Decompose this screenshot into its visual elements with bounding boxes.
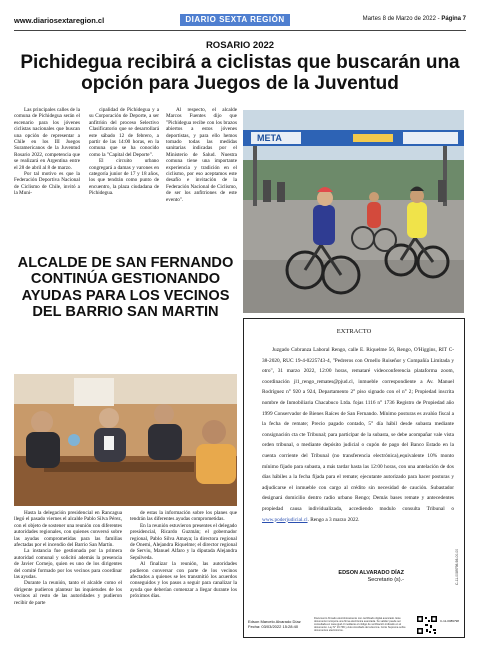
article2-column-2 [130,510,237,600]
legal-notice-box [243,318,465,638]
article1-kicker: ROSARIO 2022 [205,40,275,51]
paragraph: Al respecto, el alcalde Marcos Fuentes dijo que "Pichidegua recibe con los brazos abiertos a estos jóvenes deportistas, y para ello hemos tomado todas las medidas sanitarias indicadas por el Ministerio de Salud. Nuestra comuna tiene una importante experiencia y tradición en el ciclismo, por eso aceptamos este desafío e invitación de la Federación Nacional de Ciclismo, de ser los anfitriones de este evento". [166,107,237,203]
paragraph: Hasta la delegación presidencial en Rancagua llegó el pasado viernes el alcalde Pablo Silva Pérez, con el objeto de sostener una reunión con diferentes autoridades regionales, con quienes conversó sobre las ayudas comprometidas para las familias afectadas por el incendio del Barrio San Martín. [14,510,122,549]
verification-code: C-11-0089798 [440,619,459,623]
site-url[interactable]: www.diariosextaregion.cl [14,16,105,25]
svg-text:META: META [257,133,282,143]
paragraph: La instancia fue gestionada por la primera autoridad comunal y solicitó además la presencia de Javier Cornejo, quien es uno de los dirigentes del comité formado por los vecinos para coordinar las ayudas. [14,548,122,581]
header-rule [14,30,466,31]
legal-notice-text-2: . Rengo a 3 marzo 2022. [307,516,360,523]
signer-name-text: EDSON ALVARADO DÍAZ [338,570,404,576]
issue-date: Martes 8 de Marzo de 2022 - [362,16,442,22]
signer-role: Secretario (s).- [367,577,404,583]
signature-block [244,570,404,584]
page-number: Página 7 [441,16,466,22]
digital-signature-legend: Documento firmado electrónicamente con certificado digital avanzado. Este documento incorpora una firma electrónica avanzada. Su validez puede ser consultada en www.pjud.cl mediante el código de verificación indicado en el documento. Ley N° 19.799 y Auto Acordado de la Excma. Corte Suprema sobre documentos electrónicos. [314,617,406,633]
legal-notice-title: EXTRACTO [336,328,372,335]
signer-name [244,570,404,577]
meeting-photo [14,374,237,506]
article2-column-1 [14,510,122,606]
masthead: DIARIO SEXTA REGIÓN [180,14,290,26]
paragraph: cipalidad de Pichidegua y a su Corporación de Deporte, a ser anfitrión del proceso Selectivo Clasificatorio que se desarrollará este sábado 12 de febrero, a partir de las 14:00 horas, en la comuna que se ha conocido como la "Capital del Deporte". [89,107,159,158]
date-and-page [363,16,466,22]
cyclists-photo [243,110,464,313]
paragraph: En la reunión estuvieron presentes el delegado presidencial, Ricardo Guzmán; el gobernador regional, Pablo Silva Amaya; la directora regional de Onemi, Alejandra Riquelme; el director regional de Serviu, Manuel Alfaro y la diputada Alejandra Sepúlveda. [130,522,237,561]
legal-notice-body [262,345,454,525]
digital-sign-date: Fecha: 03/03/2022 15:28:40 [248,624,299,629]
digital-signature-info [248,619,308,629]
article2-headline: ALCALDE DE SAN FERNANDO CONTINÚA GESTIONANDO AYUDAS PARA LOS VECINOS DEL BARRIO SAN MARTIN [17,255,234,320]
paragraph: Durante la reunión, tanto el alcalde como el dirigente pudieron plantear las inquietudes de los vecinos al resto de las autoridades y pudieron recibir de parte [14,580,122,606]
paragraph: de estas la información sobre los planes que tendrán las diferentes ayudas comprometidas. [130,510,237,523]
paragraph: Por tal motivo es que la Federación Deportiva Nacional de Ciclismo de Chile, invitó a la Muni- [14,171,80,197]
verification-code-vertical: C-11-0089798-98-00-00 [455,548,459,585]
paragraph: Las principales calles de la comuna de Pichidegua serán el escenario para los jóvenes ciclistas nacionales que buscan una opción de representar a Chile en los III Juegos Suramericanos de la Juventud Rosario 2022, competencia que se realizará en Argentina entre el 28 de abril al 8 de marzo. [14,107,80,171]
article1-column-2 [89,107,159,197]
article1-headline: Pichidegua recibirá a ciclistas que buscarán una opción para Juegos de la Juventud [20,52,460,94]
page-header [14,14,466,30]
digital-signer: Edson Marcelo Alvarado Díaz [248,619,301,624]
article1-column-1 [14,107,80,197]
article1-column-3 [166,107,237,203]
paragraph: El circuito urbano congregará a damas y varones en categoría junior de 17 y 18 años, los que tendrán como punto de encuentro, la plaza ciudadana de Pichidegua. [89,158,159,197]
poder-judicial-link[interactable]: www.poderjudicial.cl [262,516,308,523]
paragraph: Al finalizar la reunión, las autoridades pudieron conversar con parte de los vecinos afectados a quienes se les transmitió los acuerdos conseguidos y los pasos a seguir para canalizar la ayuda que deberían comenzar a llegar durante los próximos días. [130,561,237,600]
qr-code-icon [416,615,438,635]
legal-notice-text-1: Juzgado Cobranza Laboral Rengo, calle E. Riquelme 56, Rengo, O'Higgins, RIT C-38-2020, RUC 19-4-0225743-4, "Pedreros con Ornello Ruiseñor y Compañía Limitada y otro", 31 marzo 2022, 12:00 horas, remataré videoconferencia plataforma zoom, coordinación jl1_rengo_remates@pjud.cl, inmueble correspondiente a Av. Manuel Rodríguez n° 920 a 924, Departamento 2° piso signado con el n° 2; Propiedad inscrita nombre de Inmobiliaria Chacabuco Ltda. fojas 1116 n° 1736 Registro de Propiedad año 1999 Conservador de Bienes Raíces de San Fernando. Mínimo posturas es avalúo fiscal a la fecha de remate; Precio pagado contado, 5° día hábil desde subasta mediante consignación cta cte Tribunal; para participar de la subasta, se debe acompañar vale vista orden tribunal, o mediante depósito judicial o cupón de pago del Banco Estado en la cuenta corriente del Tribunal (no transferencia electrónica),equivalente 10% monto mínimo fijado para subasta, a más tardar hasta las 12:00 horas, con una antelación de dos días hábiles a la fecha fijada para el remate; ejecutante autorizado para hacer posturas y adjudicarse el inmueble con cargo al crédito sin necesidad de caución. Subastador designará domicilio dentro radio urbano Rengo; Demás bases remate y antecedentes propiedad causa individualizada, accediendo modulo consulta Tribunal o [262,347,454,512]
